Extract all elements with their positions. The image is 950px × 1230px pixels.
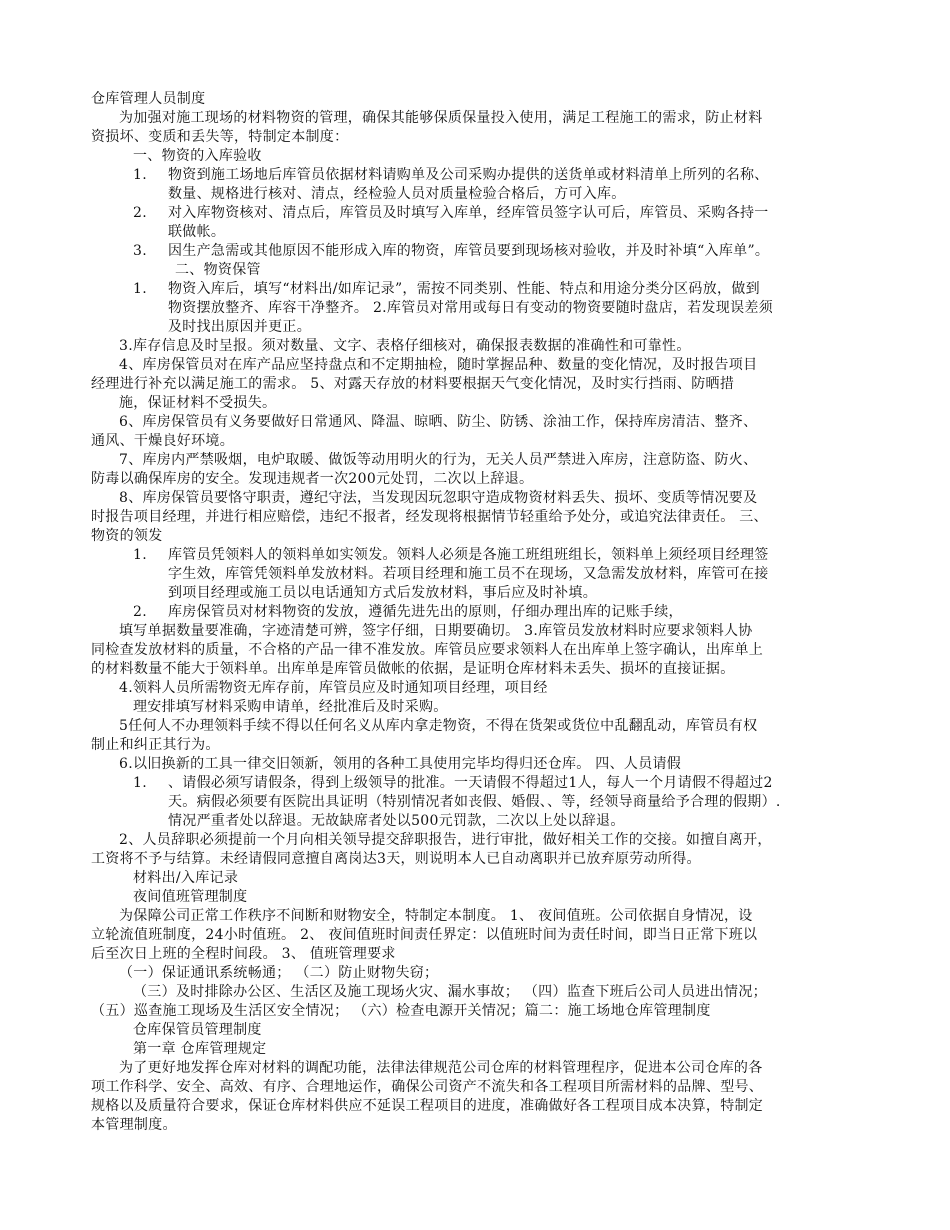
paragraph-line: 规格以及质量符合要求，保证仓库材料供应不延误工程项目的进度，准确做好各工程项目成本决算，特制定 — [91, 1098, 764, 1114]
list-item-line: 物资入库后，填写“材料出/如库记录”，需按不同类别、性能、特点和用途分类分区码放，做到 — [168, 281, 760, 297]
list-item-line: 天。病假必须要有医院出具证明（特别情况者如丧假、婚假、、等，经领导商量给予合理的假期）. — [168, 794, 781, 810]
list-item-line: 联做帐。 — [168, 224, 226, 240]
paragraph-line: 理安排填写材料采购申请单，经批准后及时采购。 — [133, 699, 448, 715]
paragraph-line: 4.领料人员所需物资无库存前，库管员应及时通知项目经理，项目经 — [119, 680, 548, 696]
list-item-line: 因生产急需或其他原因不能形成入库的物资，库管员要到现场核对验收，并及时补填“入库单”。 — [168, 243, 770, 259]
list-number: 1. — [133, 775, 147, 791]
section-heading: 二、物资保管 — [175, 262, 261, 278]
paragraph-line: 立轮流值班制度，24小时值班。 2、 夜间值班时间责任界定：以值班时间为责任时间，即当日正常下班以 — [91, 927, 758, 943]
list-item-line: 及时找出原因并更正。 — [168, 319, 311, 335]
list-item-line: 、请假必须写请假条，得到上级领导的批准。一天请假不得超过1人，每人一个月请假不得超过2 — [168, 775, 773, 791]
paragraph-line: 资损坏、变质和丢失等，特制定本制度： — [91, 129, 349, 145]
paragraph-line: 制止和纠正其行为。 — [91, 737, 220, 753]
paragraph-line: 5任何人不办理领料手续不得以任何名义从库内拿走物资，不得在货架或货位中乱翻乱动，库管员有权 — [119, 718, 758, 734]
paragraph-line: 填写单据数量要准确，字迹清楚可辨，签字仔细，日期要确切。 3.库管员发放材料时应要求领料人协 — [119, 623, 753, 639]
section-heading: 第一章 仓库管理规定 — [133, 1041, 267, 1057]
document-title: 仓库管理人员制度 — [91, 91, 206, 107]
list-item-line: 库管员凭领料人的领料单如实领发。领料人必须是各施工班组班组长，领料单上须经项目经理签 — [168, 547, 769, 563]
section-heading: 材料出/入库记录 — [133, 870, 239, 886]
paragraph-line: （五）巡查施工现场及生活区安全情况； （六）检查电源开关情况；篇二：施工场地仓库管理制度 — [91, 1003, 711, 1019]
list-number: 3. — [133, 243, 147, 259]
paragraph-line: 2、人员辞职必须提前一个月向相关领导提交辞职报告，进行审批，做好相关工作的交接。如擅自离开， — [119, 832, 772, 848]
paragraph-line: （一）保证通讯系统畅通； （二）防止财物失窃； — [119, 965, 439, 981]
paragraph-line: 经理进行补充以满足施工的需求。 5、对露天存放的材料要根据天气变化情况，及时实行挡雨、防晒措 — [91, 376, 735, 392]
list-item-line: 库房保管员对材料物资的发放，遵循先进先出的原则，仔细办理出库的记账手续， — [168, 604, 683, 620]
list-item-line: 对入库物资核对、清点后，库管员及时填写入库单，经库管员签字认可后，库管员、采购各持一 — [168, 205, 769, 221]
paragraph-line: 为加强对施工现场的材料物资的管理，确保其能够保质保量投入使用，满足工程施工的需求，防止材料 — [119, 110, 763, 126]
paragraph-line: 防毒以确保库房的安全。发现违规者一次200元处罚，二次以上辞退。 — [91, 471, 534, 487]
paragraph-line: 项工作科学、安全、高效、有序、合理地运作，确保公司资产不流失和各工程项目所需材料的品牌、型号、 — [91, 1079, 764, 1095]
list-number: 2. — [133, 604, 147, 620]
paragraph-line: 3.库存信息及时呈报。须对数量、文字、表格仔细核对，确保报表数据的准确性和可靠性。 — [119, 338, 691, 354]
paragraph-line: 本管理制度。 — [91, 1117, 177, 1133]
paragraph-line: 6.以旧换新的工具一律交旧领新，领用的各种工具使用完毕均得归还仓库。 四、人员请假 — [119, 756, 682, 772]
list-number: 1. — [133, 547, 147, 563]
list-item-line: 物资摆放整齐、库容干净整齐。 2.库管员对常用或每日有变动的物资要随时盘店，若发现误差须 — [168, 300, 774, 316]
paragraph-line: 时报告项目经理，并进行相应赔偿，违纪不报者，经发现将根据情节轻重给予处分，或追究法律责任。 三、 — [91, 509, 768, 525]
list-number: 1. — [133, 167, 147, 183]
list-item-line: 字生效，库管凭领料单发放材料。若项目经理和施工员不在现场，又急需发放材料，库管可在接 — [168, 566, 769, 582]
list-item-line: 数量、规格进行核对、清点，经检验人员对质量检验合格后，方可入库。 — [168, 186, 626, 202]
paragraph-line: （三）及时排除办公区、生活区及施工现场火灾、漏水事故； （四）监查下班后公司人员进出情况； — [133, 984, 767, 1000]
paragraph-line: 8、库房保管员要恪守职责，遵纪守法，当发现因玩忽职守造成物资材料丢失、损坏、变质等情况要及 — [119, 490, 758, 506]
paragraph-line: 工资将不予与结算。未经请假同意擅自离岗达3天，则说明本人已自动离职并已放弃原劳动所得。 — [91, 851, 701, 867]
list-item-line: 物资到施工场地后库管员依据材料请购单及公司采购办提供的送货单或材料清单上所列的名称、 — [168, 167, 769, 183]
paragraph-line: 为保障公司正常工作秩序不间断和财物安全，特制定本制度。 1、 夜间值班。公司依据自身情况，设 — [119, 908, 753, 924]
section-heading: 一、物资的入库验收 — [133, 148, 262, 164]
paragraph-line: 通风、干燥良好环境。 — [91, 433, 234, 449]
list-item-line: 情况严重者处以辞退。无故缺席者处以500元罚款，二次以上处以辞退。 — [168, 813, 625, 829]
paragraph-line: 后至次日上班的全程时间段。 3、 值班管理要求 — [91, 946, 396, 962]
section-heading: 夜间值班管理制度 — [133, 889, 248, 905]
list-number: 1. — [133, 281, 147, 297]
list-item-line: 到项目经理或施工员以电话通知方式后发放材料，事后应及时补填。 — [168, 585, 597, 601]
paragraph-line: 施，保证材料不受损失。 — [119, 395, 277, 411]
paragraph-line: 的材料数量不能大于领料单。出库单是库管员做帐的依据，是证明仓库材料未丢失、损坏的直接证据。 — [91, 661, 735, 677]
paragraph-line: 同检查发放材料的质量，不合格的产品一律不准发放。库管员应要求领料人在出库单上签字确认，出库单上 — [91, 642, 764, 658]
paragraph-line: 为了更好地发挥仓库对材料的调配功能，法律法律规范公司仓库的材料管理程序，促进本公司仓库的各 — [119, 1060, 763, 1076]
section-heading: 物资的领发 — [91, 528, 163, 544]
paragraph-line: 4、库房保管员对在库产品应坚持盘点和不定期抽检，随时掌握品种、数量的变化情况，及时报告项目 — [119, 357, 758, 373]
section-heading: 仓库保管员管理制度 — [133, 1022, 262, 1038]
list-number: 2. — [133, 205, 147, 221]
paragraph-line: 6、库房保管员有义务要做好日常通风、降温、晾晒、防尘、防锈、涂油工作，保持库房清洁、整齐、 — [119, 414, 758, 430]
paragraph-line: 7、库房内严禁吸烟，电炉取暖、做饭等动用明火的行为，无关人员严禁进入库房，注意防盗、防火、 — [119, 452, 758, 468]
